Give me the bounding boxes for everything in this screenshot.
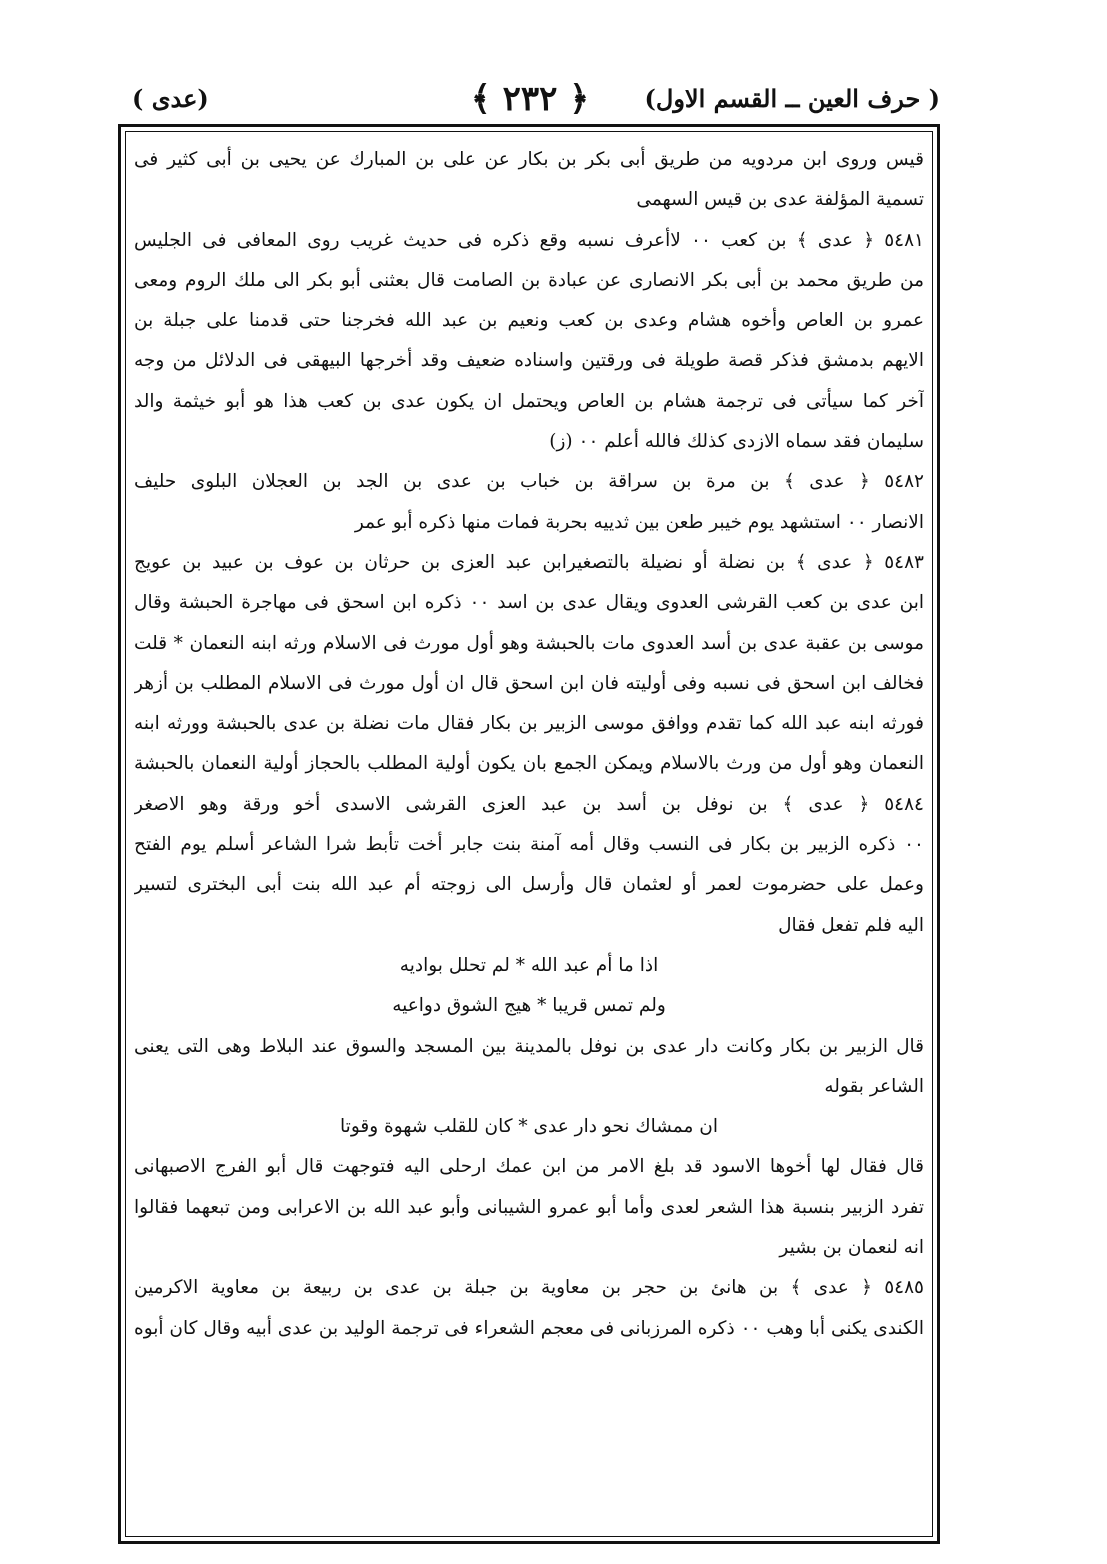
text-line: انه لنعمان بن بشیر [779,1237,924,1259]
text-line: الانصار ٠٠ استشهد یوم خیبر طعن بین ثدییه بحربة فمات منها ذکره أبو عمر [354,511,924,533]
text-line: سلیمان فقد سماه الازدی کذلك فالله أعلم ٠٠ (ز) [549,431,924,453]
text-line: عمرو بن العاص وأخوه هشام وعدی بن کعب ونعیم بن عبد الله فخرجنا حتی قدمنا علی جبلة بن [134,310,924,332]
section-title: ( حرف العين ــ القسم الاول) [644,84,940,113]
text-line: آخر کما سیأتی فی ترجمة هشام بن العاص ویحتمل ان یکون عدی بن کعب هذا هو أبو خیثمة والد [134,390,924,412]
text-line: الیه فلم تفعل فقال [778,914,924,936]
verse-line: اذا ما أم عبد الله * لم تحلل بوادیه [399,954,659,976]
text-line: تفرد الزبیر بنسبة هذا الشعر لعدی وأما أبو عمرو الشیبانی وأبو عبد الله بن الاعرابی ومن تبعهما فقالوا [134,1196,924,1218]
entry-5482-line: ٥٤٨٢ ﴿ عدی ﴾ بن مرة بن سراقة بن خباب بن عدی بن الجد بن العجلان البلوی حلیف [134,471,924,493]
text-line: ابن عدی بن کعب القرشی العدوی ویقال عدی بن اسد ٠٠ ذکره ابن اسحق فی مهاجرة الحبشة وقال [134,592,924,614]
text-line: موسی بن عقبة عدی بن أسد العدوی مات بالحبشة وهو أول مورث فی الاسلام ورثه ابنه النعمان * قلت [134,632,924,654]
text-line: الکندی یکنی أبا وهب ٠٠ ذکره المرزبانی فی معجم الشعراء فی ترجمة الولید بن عدی أبیه وقال کان أبوه [134,1317,924,1339]
text-line: قال فقال لها أخوها الاسود قد بلغ الامر من ابن عمك ارحلی الیه فتوجهت قال أبو الفرج الاصبهانی [134,1156,924,1178]
text-line: وعمل علی حضرموت لعمر أو لعثمان قال وأرسل الی زوجته أم عبد الله بنت أبی البختری لتسیر [134,874,924,896]
entry-5484-line: ٥٤٨٤ ﴿ عدی ﴾ بن نوفل بن أسد بن عبد العزی القرشی الاسدی أخو ورقة وهو الاصغر [134,793,924,815]
page-header [120,78,940,124]
verse-line: ان ممشاك نحو دار عدی * کان للقلب شهوة وقوتا [340,1116,718,1138]
text-line: من طریق محمد بن أبی بکر الانصاری عن عبادة بن الصامت قال بعثنی أبو بکر الی ملك الروم ومعی [134,269,924,291]
entry-5485-line: ٥٤٨٥ ﴿ عدی ﴾ بن هانئ بن حجر بن معاویة بن جبلة بن عدی بن ربیعة بن معاویة الاکرمین [134,1277,924,1299]
entry-5481-line: ٥٤٨١ ﴿ عدی ﴾ بن کعب ٠٠ لاأعرف نسبه وقع ذکره فی حدیث غریب روی المعافی فی الجلیس [134,229,924,251]
verse-line: ولم تمس قریبا * هیج الشوق دواعیه [392,995,666,1017]
page-body [134,140,924,1530]
text-line: النعمان وهو أول من ورث بالاسلام ویمکن الجمع بان یکون أولیة المطلب بالحجاز أولیة النعمان بالحبشة [134,753,924,775]
text-line: ٠٠ ذکره الزبیر بن بکار فی النسب وقال أمه آمنة بنت جابر أخت تأبط شرا الشاعر أسلم یوم الفتح [134,834,924,856]
page-number: ﴿ ٢٣٢ ﴾ [470,79,590,119]
text-line: قال الزبیر بن بکار وکانت دار عدی بن نوفل بالمدینة بین المسجد والسوق عند البلاط وهی التی یعنی [134,1035,924,1057]
text-line: تسمیة المؤلفة عدی بن قیس السهمی [636,189,924,211]
text-line: قیس وروی ابن مردویه من طریق أبی بکر بن بکار عن علی بن المبارك عن یحیی بن أبی کثیر فی [134,149,924,170]
text-line: فخالف ابن اسحق فی نسبه وفی أولیته فان ابن اسحق قال ان أول مورث فی الاسلام المطلب بن أزهر [134,672,924,694]
text-line: فورثه ابنه عبد الله کما تقدم ووافق موسی الزبیر بن بکار فقال مات نضلة بن عدی بالحبشة وورثه ابنه [134,713,924,735]
text-line: الایهم بدمشق فذکر قصة طویلة فی ورقتین واسناده ضعیف وقد أخرجها البیهقی فی الدلائل من وجه [134,350,924,372]
text-line: الشاعر بقوله [824,1075,924,1097]
entry-5483-line: ٥٤٨٣ ﴿ عدی ﴾ بن نضلة أو نضیلة بالتصغیرابن عبد العزی بن حرثان بن عوف بن عبید بن عویج [134,551,924,573]
entry-title: (عدی ) [132,84,209,113]
